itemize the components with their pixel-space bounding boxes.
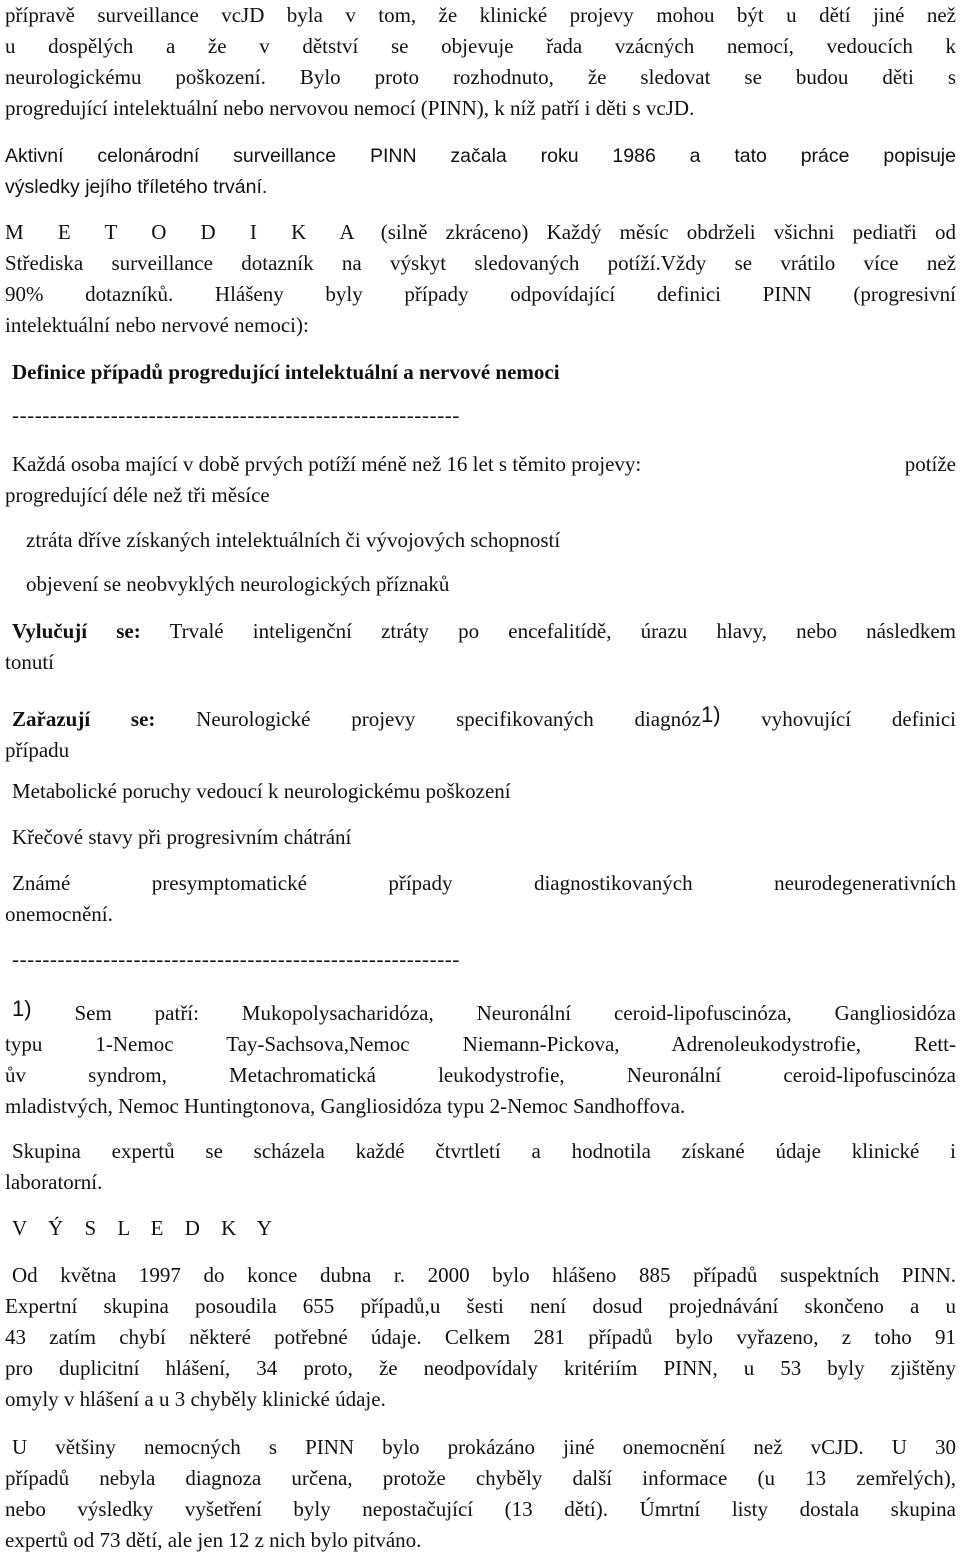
text-line: laboratorní. [5, 1170, 103, 1194]
text-line: Známé presymptomatické případy diagnostikovaných neurodegenerativních [12, 871, 956, 895]
text-line: nebo výsledky vyšetření byly nepostačující (13 dětí). Úmrtní listy dostala skupina [5, 1497, 956, 1521]
text-line: Metabolické poruchy vedoucí k neurologickému poškození [12, 779, 511, 803]
text-line: 90% dotazníků. [5, 282, 174, 306]
results-heading: V Ý S L E D K Y [12, 1216, 280, 1240]
exclusion-paragraph [5, 616, 956, 678]
text-line: tonutí [5, 650, 55, 674]
definition-criteria [12, 449, 956, 480]
methodology-heading: M E T O D I K A [5, 220, 363, 244]
text-line: Neurologické projevy specifikovaných diagnóz [155, 707, 701, 731]
text-line: U většiny nemocných s PINN bylo prokázáno jiné onemocnění než vCJD. U 30 [12, 1435, 956, 1459]
text-line: Trvalé inteligenční ztráty po encefalitídě, úrazu hlavy, nebo následkem [140, 619, 956, 643]
text-line: potíže [904, 452, 956, 476]
known-cases-paragraph [5, 868, 956, 930]
footnote-marker: 1) [700, 702, 721, 727]
included-label: Zařazují se: [12, 707, 156, 731]
text-line: u dospělých a že v dětství se objevuje řada vzácných nemocí, vedoucích k [5, 34, 956, 58]
divider: ----------------------------------------------------------- [12, 947, 460, 971]
text-line: Od května 1997 do konce dubna r. 2000 bylo hlášeno 885 případů suspektních PINN. [12, 1263, 956, 1287]
criteria-item: ztráta dříve získaných intelektuálních či vývojových schopností [26, 528, 561, 552]
text-line: Každá osoba mající v době prvých potíží méně než 16 let s těmito projevy: [12, 452, 642, 476]
text-line: výsledky jejího tříletého trvání. [5, 176, 268, 198]
text-line: případu [5, 738, 70, 762]
text-line: ův syndrom, Metachromatická leukodystrofie, Neuronální ceroid-lipofuscinóza [5, 1063, 956, 1087]
text-line: expertů od 73 dětí, ale jen 12 z nich bylo pitváno. [5, 1528, 422, 1552]
text-line: mladistvých, Nemoc Huntingtonova, Gangliosidóza typu 2-Nemoc Sandhoffova. [5, 1094, 686, 1118]
text-line: omyly v hlášení a u 3 chyběly klinické údaje. [5, 1387, 386, 1411]
text-line: Aktivní celonárodní surveillance PINN začala roku 1986 a tato práce popisuje [5, 145, 956, 167]
text-line: intelektuální nebo nervové nemoci): [5, 313, 309, 337]
methodology-paragraph [5, 217, 956, 341]
text-line: vyhovující definici [720, 707, 956, 731]
text-line: přípravě surveillance vcJD byla v tom, že klinické projevy mohou být u dětí jiné než [5, 3, 956, 27]
text-line: onemocnění. [5, 902, 113, 926]
text-line: Skupina expertů se scházela každé čtvrtletí a hodnotila získané údaje klinické i [12, 1139, 956, 1163]
text-line: (silně zkráceno) Každý měsíc obdrželi všichni pediatři od [380, 220, 956, 244]
text-line: progredující intelektuální nebo nervovou nemocí (PINN), k níž patří i děti s vcJD. [5, 96, 695, 120]
text-line: Hlášeny byly případy odpovídající definici PINN (progresivní [214, 282, 956, 306]
divider: ----------------------------------------------------------- [12, 403, 460, 427]
criteria-item: objevení se neobvyklých neurologických příznaků [26, 572, 450, 596]
text-line: Expertní skupina posoudila 655 případů,u šesti není dosud projednávání skončeno a u [5, 1294, 956, 1318]
surveillance-paragraph [5, 141, 956, 203]
definition-title: Definice případů progredující intelektuální a nervové nemoci [12, 360, 560, 384]
text-line: Křečové stavy při progresivním chátrání [12, 825, 352, 849]
text-line: typu 1-Nemoc Tay-Sachsova,Nemoc Niemann-Pickova, Adrenoleukodystrofie, Rett- [5, 1032, 956, 1056]
text-line: pro duplicitní hlášení, 34 proto, že neodpovídaly kritériím PINN, u 53 byly zjištěny [5, 1356, 956, 1380]
results-paragraph [5, 1432, 956, 1556]
excluded-label: Vylučují se: [12, 619, 141, 643]
experts-paragraph [5, 1136, 956, 1198]
text-line: neurologickému poškození. Bylo proto rozhodnuto, že sledovat se budou děti s [5, 65, 956, 89]
text-line: Střediska surveillance dotazník na výskyt sledovaných potíží.Vždy se vrátilo více než [5, 251, 956, 275]
intro-paragraph [5, 0, 956, 124]
footnote [5, 993, 956, 1122]
inclusion-paragraph [5, 699, 956, 766]
results-paragraph [5, 1260, 956, 1415]
text-line: 43 zatím chybí některé potřebné údaje. Celkem 281 případů bylo vyřazeno, z toho 91 [5, 1325, 956, 1349]
text-line: Sem patří: Mukopolysacharidóza, Neuronální ceroid-lipofuscinóza, Gangliosidóza [31, 1001, 956, 1025]
text-line: progredující déle než tři měsíce [5, 483, 270, 507]
text-line: případů nebyla diagnoza určena, protože chyběly další informace (u 13 zemřelých), [5, 1466, 956, 1490]
footnote-marker: 1) [12, 996, 32, 1021]
